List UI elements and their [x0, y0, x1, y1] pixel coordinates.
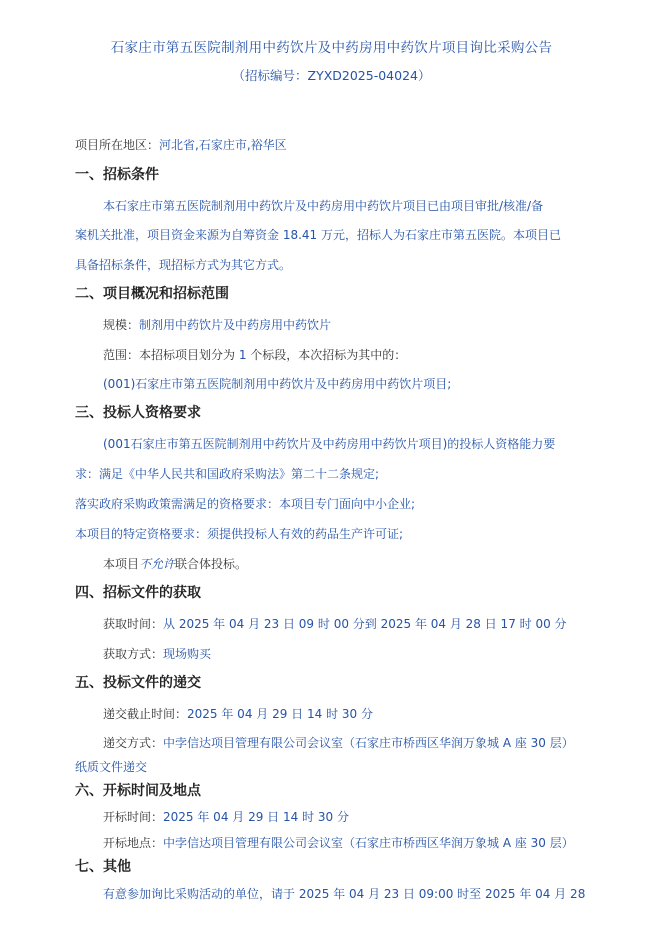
acquisition-method-value: 现场购买 — [163, 647, 212, 661]
tender-method: 其它方式 — [231, 258, 280, 272]
conditions-line-2 — [75, 227, 561, 243]
section-heading-bidder-qualifications: 三、投标人资格要求 — [75, 405, 201, 421]
conditions-line-1: 本石家庄市第五医院制剂用中药饮片及中药房用中药饮片项目已由项目审批/核准/备 — [103, 199, 544, 213]
opening-place — [103, 835, 574, 851]
submission-method-continued: 纸质文件递交 — [75, 760, 148, 774]
consortium-text: 联合体投标。 — [175, 557, 248, 571]
acquisition-time — [103, 616, 567, 632]
region-value: 河北省,石家庄市,裕华区 — [159, 138, 287, 152]
project-region — [75, 137, 287, 153]
submission-deadline-value: 2025 年 04 月 29 日 14 时 30 分 — [187, 707, 373, 721]
conditions-text: 。本项目已 — [501, 228, 562, 242]
conditions-text: 具备招标条件，现招标方式为 — [75, 258, 232, 272]
qualification-line-4: 本项目的特定资格要求：须提供投标人有效的药品生产许可证; — [75, 527, 404, 541]
tender-number: （招标编号：ZYXD2025-04024） — [232, 68, 431, 83]
conditions-text: 。 — [279, 258, 292, 272]
submission-method-value: 中孛信达项目管理有限公司会议室（石家庄市桥西区华润万象城 A 座 30 层） — [163, 736, 574, 750]
submission-method-label: 递交方式： — [103, 736, 164, 750]
section-heading-document-acquisition: 四、招标文件的获取 — [75, 585, 201, 601]
section-heading-other: 七、其他 — [75, 859, 131, 875]
tenderer-name: 石家庄市第五医院 — [405, 228, 502, 242]
submission-deadline-label: 递交截止时间： — [103, 707, 188, 721]
section-heading-bid-submission: 五、投标文件的递交 — [75, 675, 201, 691]
section-heading-tender-conditions: 一、招标条件 — [75, 167, 159, 183]
consortium-text: 本项目 — [103, 557, 140, 571]
conditions-line-3 — [75, 257, 291, 273]
acquisition-time-label: 获取时间： — [103, 617, 164, 631]
submission-deadline — [103, 706, 373, 722]
submission-method — [103, 735, 574, 751]
opening-time-label: 开标时间： — [103, 810, 164, 824]
conditions-text: 案机关批准，项目资金来源为 — [75, 228, 232, 242]
consortium-status: 不允许 — [139, 557, 176, 571]
acquisition-method — [103, 646, 211, 662]
project-scale — [103, 317, 331, 333]
opening-time-value: 2025 年 04 月 29 日 14 时 30 分 — [163, 810, 349, 824]
opening-place-value: 中孛信达项目管理有限公司会议室（石家庄市桥西区华润万象城 A 座 30 层） — [163, 836, 574, 850]
announcement-title: 石家庄市第五医院制剂用中药饮片及中药房用中药饮片项目询比采购公告 — [110, 40, 553, 56]
scope-text: 范围：本招标项目划分为 — [103, 348, 239, 362]
lot-count: 1 — [238, 348, 247, 362]
scale-label: 规模： — [103, 318, 140, 332]
consortium-note — [103, 556, 247, 572]
scale-value: 制剂用中药饮片及中药房用中药饮片 — [139, 318, 332, 332]
region-label: 项目所在地区： — [75, 138, 160, 152]
fund-source: 自筹资金 18.41 万元 — [231, 228, 345, 242]
lot-item: (001)石家庄市第五医院制剂用中药饮片及中药房用中药饮片项目; — [103, 377, 452, 391]
other-line-1: 有意参加询比采购活动的单位，请于 2025 年 04 月 23 日 09:00 时至 2025 年 04 月 28 — [103, 887, 586, 901]
acquisition-method-label: 获取方式： — [103, 647, 164, 661]
project-scope — [103, 347, 406, 363]
acquisition-time-value: 从 2025 年 04 月 23 日 09 时 00 分到 2025 年 04 月 28 日 17 时 00 分 — [163, 617, 567, 631]
opening-time — [103, 809, 349, 825]
conditions-text: ，招标人为 — [345, 228, 406, 242]
opening-place-label: 开标地点： — [103, 836, 164, 850]
section-heading-bid-opening: 六、开标时间及地点 — [75, 783, 201, 799]
qualification-line-3: 落实政府采购政策需满足的资格要求：本项目专门面向中小企业; — [75, 497, 416, 511]
qualification-line-2: 求：满足《中华人民共和国政府采购法》第二十二条规定; — [75, 467, 380, 481]
scope-text: 个标段，本次招标为其中的： — [246, 348, 407, 362]
section-heading-project-overview: 二、项目概况和招标范围 — [75, 286, 229, 302]
qualification-line-1: (001石家庄市第五医院制剂用中药饮片及中药房用中药饮片项目)的投标人资格能力要 — [103, 437, 556, 451]
